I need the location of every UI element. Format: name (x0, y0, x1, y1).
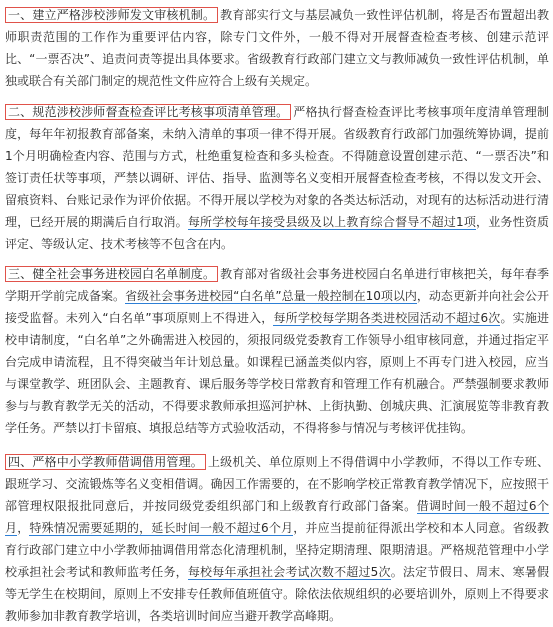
section-4-text-a: 上级机关、单位原则上不得借调中小学教师，不得以工作专班、跟班学习、交流锻炼等名义变相借调。确因工作需要的，在不影响学校正常教育教学情况下，应按照干部管理权限报批同意后，并按同级党委组织部门和上级教育行政部门备案。 (5, 455, 549, 513)
section-3-text-a: 教育部对省级社会事务进校园白名单进行审核把关，每年春季学期开学前完成备案。 (5, 267, 549, 303)
section-2-text-b: ，业务性资质评定、等级认定、技术考核等不包含在内。 (5, 215, 549, 251)
section-2-text-a: 严格执行督查检查评比考核事项年度清单管理制度，每年年初报教育部备案，未纳入清单的事项一律不得开展。省级教育行政部门加强统筹协调，提前1个月明确检查内容、范围与方式，杜绝重复检查和多头检查。不得随意设置创建示范、“一票否决”和签订责任状等事项，严禁以调研、评估、指导、监测等名义变相开展督查检查考核，不得以发文开会、留痕资料、台账记录作为评价依据。不得开展以学校为对象的各类达标活动，对现有的达标活动进行清理，已经开展的期满后自行取消。 (5, 105, 549, 229)
section-1 (5, 4, 549, 92)
section-3-highlight-2: 每所学校每学期各类进校园活动不超过6次 (273, 311, 501, 325)
section-4-highlight-2: 特殊情况需要延期的，延长时间一般不超过6个月 (29, 521, 294, 535)
section-4-text-c: ，并应当提前征得派出学校和本人同意。省级教育行政部门建立中小学教师抽调借用常态化清理机制，坚持定期清理、限期清退。严格规范管理中小学校承担社会考试和教师监考任务， (5, 521, 549, 579)
section-4-highlight-1: 借调时间一般不超过6个月 (5, 499, 549, 535)
section-3-highlight-1: 省级社会事务进校园“白名单”总量一般控制在10项以内 (125, 289, 417, 303)
section-1-heading: 一、建立严格涉校涉师发文审核机制。 (5, 7, 218, 23)
section-4-text-d: 。法定节假日、周末、寒暑假等无学生在校期间，原则上不安排专任教师值班值守。除依法依规组织的必要培训外，原则上不得要求教师参加非教育教学培训，各类培训时间应当避开教学高峰期。 (5, 565, 549, 623)
section-4 (5, 451, 549, 627)
section-2-heading: 二、规范涉校涉师督查检查评比考核事项清单管理。 (5, 104, 291, 120)
section-2-highlight: 每所学校每年接受县级及以上教育综合督导不超过1项 (187, 215, 477, 229)
section-4-highlight-3: 每校每年承担社会考试次数不超过5次 (187, 565, 391, 579)
section-4-text-b: ， (17, 521, 30, 535)
section-1-text: 教育部实行文与基层减负一致性评估机制，将是否布置超出教师职责范围的工作作为重要评估内容，除专门文件外，一般不得对开展督查检查考核、创建示范评比、“一票否决”、追责问责等提出具体要求。省级教育行政部门建立文与教师减负一致性评估机制，单独或联合有关部门制定的规范性文件应符合上级有关规定。 (5, 8, 549, 88)
section-4-heading: 四、严格中小学教师借调借用管理。 (5, 454, 206, 470)
section-3-text-b: ，动态更新并向社会公开接受监督。未列入“白名单”事项原则上不得进入， (5, 289, 549, 325)
section-3-text-c: 。实施进校申请制度，“白名单”之外确需进入校园的，须报同级党委教育工作领导小组审核同意，并通过指定平台完成申请流程，且不得突破当年计划总量。如课程已涵盖类似内容，原则上不再专门进入校园，应当与课堂教学、班团队会、主题教育、课后服务等学校日常教育和管理工作有机融合。严禁强制要求教师参与与教育教学无关的活动，不得要求教师承担巡河护林、上街执勤、创城庆典、汇演展览等非教育教学任务。严禁以打卡留痕、填报总结等方式验收活动，不得将参与情况与考核评优挂钩。 (5, 311, 549, 435)
section-2 (5, 101, 549, 255)
section-3 (5, 263, 549, 439)
section-3-heading: 三、健全社会事务进校园白名单制度。 (5, 266, 218, 282)
